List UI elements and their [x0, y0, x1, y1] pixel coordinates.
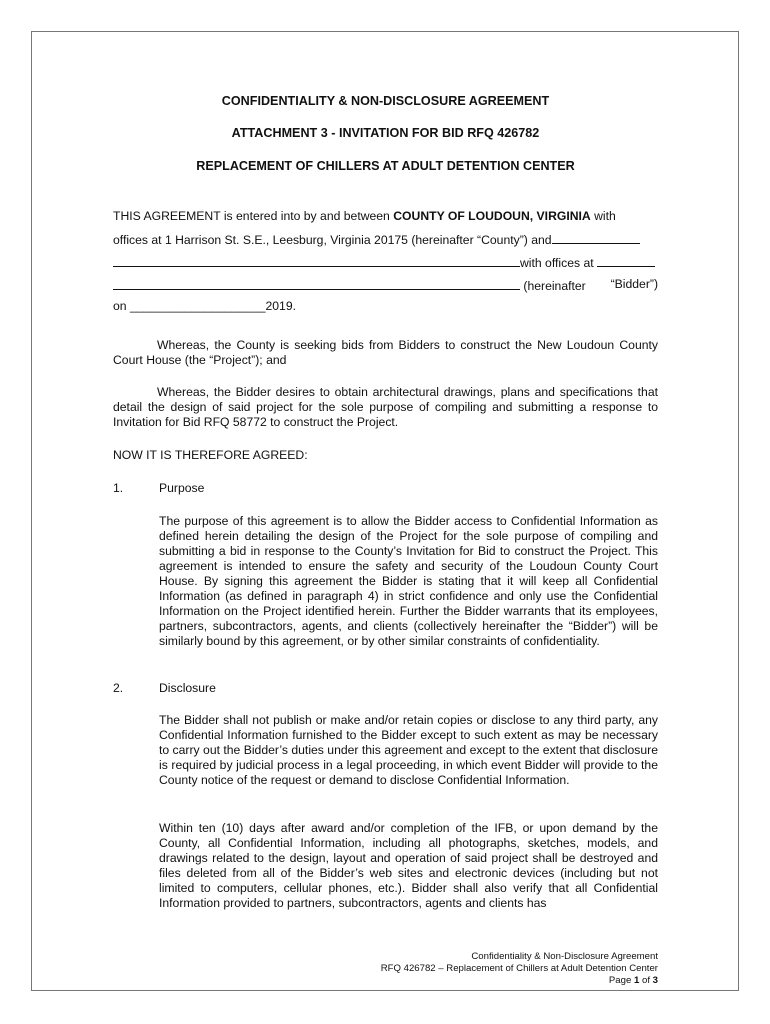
attachment-heading: ATTACHMENT 3 - INVITATION FOR BID RFQ 426782	[231, 126, 540, 140]
intro-line-1	[113, 209, 658, 223]
intro-line-4	[113, 277, 658, 293]
bidder-name-blank[interactable]	[552, 231, 640, 244]
section-paragraph: The purpose of this agreement is to allow the Bidder access to Confidential Information as defined herein detailing the design of the Project for the sole purpose of compiling and submitting a bid in response to the County’s Invitation for Bid to construct the Project. This agreement is intended to ensure the safety and security of the Loudoun County Court House. By signing this agreement the Bidder is stating that it will keep all Confidential Information (as defined in paragraph 4) in strict confidence and only use the Confidential Information on the Project identified herein. Further the Bidder warrants that its employees, partners, subcontractors, agents, and clients (collectively hereinafter the “Bidder”) will be similarly bound by this agreement, or by other similar constraints of confidentiality.	[159, 514, 658, 648]
county-name: COUNTY OF LOUDOUN, VIRGINIA	[393, 209, 591, 223]
bidder-address-blank[interactable]	[597, 254, 655, 267]
intro-line-3	[113, 254, 658, 270]
page-label: of	[639, 975, 653, 986]
page-number	[381, 975, 658, 987]
subject-heading: REPLACEMENT OF CHILLERS AT ADULT DETENTION CENTER	[196, 159, 575, 173]
footer-rfq: RFQ 426782 – Replacement of Chillers at Adult Detention Center	[380, 963, 658, 974]
section-title: Purpose	[159, 481, 205, 495]
whereas-paragraph: Whereas, the County is seeking bids from Bidders to construct the New Loudoun County Court House (the “Project”); and	[113, 338, 658, 367]
document-title: CONFIDENTIALITY & NON-DISCLOSURE AGREEMENT	[221, 94, 550, 108]
intro-text: offices at 1 Harrison St. S.E., Leesburg, Virginia 20175 (hereinafter “County”) and	[113, 233, 552, 247]
page-footer	[381, 951, 658, 987]
whereas-paragraph: Whereas, the Bidder desires to obtain architectural drawings, plans and specifications that detail the design of said project for the sole purpose of compiling and submitting a response to Invitation for Bid RFQ 58772 to construct the Project.	[113, 385, 658, 429]
intro-text: “Bidder”)	[610, 277, 658, 291]
bidder-name-blank-2[interactable]	[113, 254, 520, 267]
page-current: 1	[633, 975, 640, 986]
bidder-address-blank-2[interactable]	[113, 277, 520, 290]
section-title: Disclosure	[159, 681, 216, 695]
section-paragraph: Within ten (10) days after award and/or completion of the IFB, or upon demand by the County, all Confidential Information, including all photographs, sketches, models, and drawings related to the design, layout and operation of said project shall be destroyed and files deleted from all of the Bidder’s web sites and electronic devices (including but not limited to computers, cellular phones, etc.). Bidder shall also verify that all Confidential Information provided to partners, subcontractors, agents and clients has	[159, 821, 658, 910]
intro-text: THIS AGREEMENT is entered into by and between	[113, 209, 394, 223]
page-label: Page	[608, 975, 634, 986]
intro-text: with offices at	[520, 256, 594, 270]
intro-date-line: on ____________________2019.	[113, 299, 297, 313]
intro-text: with	[590, 209, 616, 223]
footer-title: Confidentiality & Non-Disclosure Agreement	[471, 951, 658, 962]
section-number: 2.	[113, 681, 124, 695]
section-paragraph: The Bidder shall not publish or make and/or retain copies or disclose to any third party, any Confidential Information furnished to the Bidder except to such extent as may be necessary to carry out the Bidder’s duties under this agreement and except to the extent that disclosure is required by judicial process in a legal proceeding, in which event Bidder will provide to the County notice of the request or demand to disclose Confidential Information.	[159, 713, 658, 787]
section-number: 1.	[113, 481, 124, 495]
page-total: 3	[652, 975, 658, 986]
intro-text: (hereinafter	[523, 279, 586, 293]
agreed-heading: NOW IT IS THEREFORE AGREED:	[113, 448, 308, 462]
intro-line-2	[113, 231, 658, 247]
